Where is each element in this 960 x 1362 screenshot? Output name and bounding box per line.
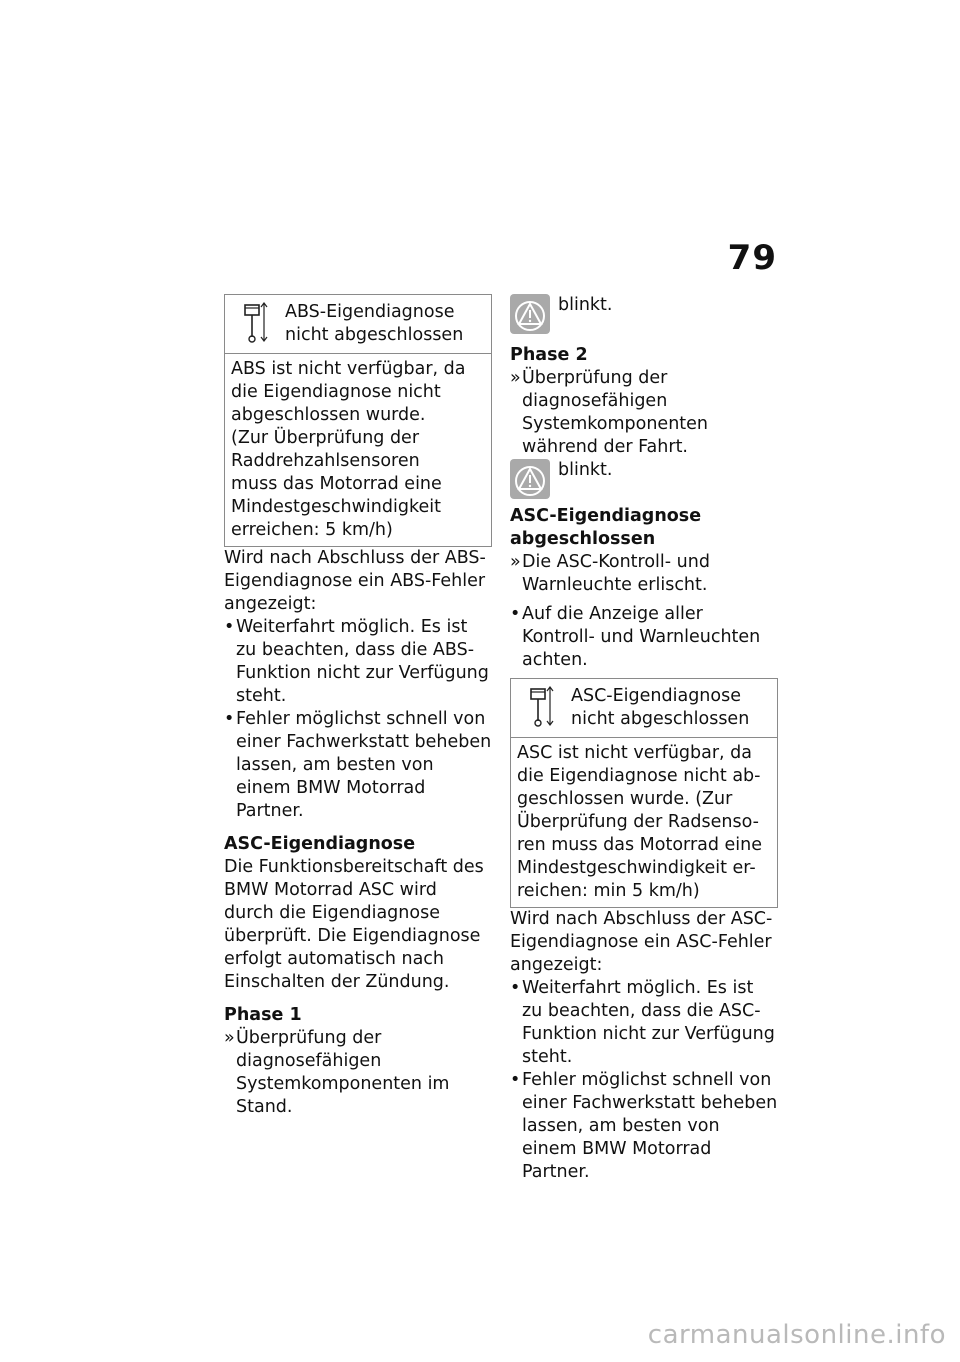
- asc-fault-intro: Wird nach Abschluss der ASC-Eigendiagnose ein ASC-Fehler angezeigt:: [510, 909, 773, 975]
- asc-fault-list: [510, 977, 778, 1184]
- asc-done-heading-line2: abgeschlossen: [510, 529, 656, 549]
- asc-done-heading-line1: ASC-Eigendiagnose: [510, 506, 702, 526]
- piston-gauge-icon: [523, 683, 559, 729]
- phase2-heading: Phase 2: [510, 345, 588, 365]
- abs-fault-intro: Wird nach Abschluss der ABS-Eigendiagnose ein ABS-Fehler angezeigt:: [224, 548, 486, 614]
- asc-done-bullet-list: [510, 603, 778, 672]
- abs-notice-line: Raddrehzahlsensoren: [231, 451, 420, 471]
- list-item: • Weiterfahrt möglich. Es ist zu beachten, dass die ASC-Funktion nicht zur Verfügung steht.: [510, 977, 778, 1069]
- piston-gauge-icon: [237, 299, 273, 345]
- asc-notice-line: ren muss das Motorrad eine: [517, 835, 763, 855]
- asc-notice-line: die Eigendiagnose nicht ab-: [517, 766, 761, 786]
- abs-notice-line: erreichen: 5 km/h): [231, 520, 393, 540]
- asc-notice-header: [511, 679, 777, 738]
- abs-notice-line: ABS ist nicht verfügbar, da: [231, 359, 466, 379]
- list-item: » Die ASC-Kontroll- und Warnleuchte erlischt.: [510, 551, 778, 597]
- abs-notice-title: [285, 299, 463, 347]
- abs-notice-line: abgeschlossen wurde.: [231, 405, 426, 425]
- abs-notice-title-line2: nicht abgeschlossen: [285, 325, 464, 345]
- abs-notice-line: die Eigendiagnose nicht: [231, 382, 441, 402]
- asc-notice-line: Überprüfung der Radsenso-: [517, 812, 759, 832]
- blinkt-row-1: [510, 294, 778, 334]
- page-number: 79: [727, 238, 777, 278]
- asc-notice-line: ASC ist nicht verfügbar, da: [517, 743, 753, 763]
- list-item: • Fehler möglichst schnell von einer Fachwerkstatt beheben lassen, am besten von einem BMW Motorrad Partner.: [224, 708, 492, 823]
- left-column: [224, 294, 492, 1119]
- list-item: » Überprüfung der diagnosefähigen Systemkomponenten im Stand.: [224, 1027, 492, 1119]
- list-item: » Überprüfung der diagnosefähigen Systemkomponenten während der Fahrt.: [510, 367, 778, 459]
- blinkt-row-2: [510, 459, 778, 499]
- abs-notice-line: (Zur Überprüfung der: [231, 428, 420, 448]
- general-warning-light-icon: [510, 459, 550, 499]
- asc-notice-title: [571, 683, 749, 731]
- asc-intro: Die Funktionsbereitschaft des BMW Motorrad ASC wird durch die Eigendiagnose überprüft. Die Eigendiagnose erfolgt automatisch nach Einschalten der Zündung.: [224, 857, 484, 992]
- abs-notice-header: [225, 295, 491, 354]
- right-column: [510, 294, 778, 1184]
- abs-notice-line: Mindestgeschwindigkeit: [231, 497, 441, 517]
- blinkt-text-2: blinkt.: [558, 460, 613, 480]
- list-item: • Auf die Anzeige aller Kontroll- und Warnleuchten achten.: [510, 603, 778, 672]
- phase1-list: [224, 1027, 492, 1119]
- watermark: carmanualsonline.info: [647, 1320, 946, 1350]
- asc-notice-line: geschlossen wurde. (Zur: [517, 789, 733, 809]
- asc-done-list: [510, 551, 778, 597]
- abs-notice-body: [225, 354, 491, 546]
- list-item: • Fehler möglichst schnell von einer Fachwerkstatt beheben lassen, am besten von einem BMW Motorrad Partner.: [510, 1069, 778, 1184]
- asc-heading: ASC-Eigendiagnose: [224, 834, 416, 854]
- asc-notice-title-line2: nicht abgeschlossen: [571, 709, 750, 729]
- asc-notice-line: reichen: min 5 km/h): [517, 881, 700, 901]
- list-item: • Weiterfahrt möglich. Es ist zu beachten, dass die ABS-Funktion nicht zur Verfügung steht.: [224, 616, 492, 708]
- asc-notice-body: [511, 738, 777, 907]
- general-warning-light-icon: [510, 294, 550, 334]
- blinkt-text-1: blinkt.: [558, 295, 613, 315]
- abs-notice-title-line1: ABS-Eigendiagnose: [285, 302, 455, 322]
- abs-notice-line: muss das Motorrad eine: [231, 474, 442, 494]
- asc-notice-box: [510, 678, 778, 908]
- phase1-heading: Phase 1: [224, 1005, 302, 1025]
- abs-notice-box: [224, 294, 492, 547]
- phase2-list: [510, 367, 778, 459]
- asc-notice-title-line1: ASC-Eigendiagnose: [571, 686, 741, 706]
- asc-notice-line: Mindestgeschwindigkeit er-: [517, 858, 756, 878]
- abs-fault-list: [224, 616, 492, 823]
